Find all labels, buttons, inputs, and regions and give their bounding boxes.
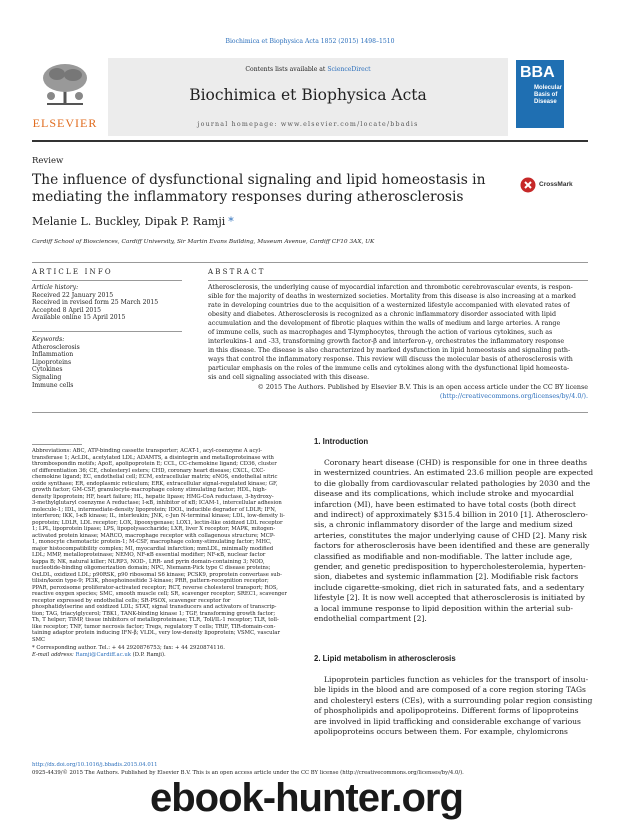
email-link[interactable]: Ramji@Cardiff.ac.uk	[75, 651, 131, 658]
divider-top	[32, 262, 588, 263]
abstract-heading: ABSTRACT	[208, 268, 266, 276]
article-info-rule	[32, 280, 182, 281]
article-info-heading: ARTICLE INFO	[32, 268, 113, 276]
footnote-rule	[32, 444, 82, 445]
elsevier-tree-icon	[39, 60, 91, 106]
section-2-body: Lipoprotein particles function as vehicles for the transport of insolu- ble lipids in the blood and are composed of a core region storing TAGs and cholesteryl esters (CEs), with a surrounding polar region consisting of phospholipids and apolipoproteins. Different forms of lipoproteins are involved in lipid trafficking and considerable exchange of various apolipoproteins occurs between them. For example, chylomicrons	[314, 675, 593, 737]
abbreviations: Abbreviations: ABC, ATP-binding cassette transporter; ACAT-1, acyl-coenzyme A acyl- transferase 1; AcLDL, acetylated LDL; ADAMTS, a disintegrin and metalloproteinase with thrombospondin motifs; ApoE, apolipoprotein E; CCL, CC-chemokine ligand; CD36, cluster of differentiation 36; CE, cholesteryl esters; CHD, coronary heart disease; CXCL, CXC- chemokine ligand; EC, endothelial cell; ECM, extracellular matrix; eNOS, endothelial nitric oxide synthase; ER, endoplasmic reticulum; ERK, extracellular signal-regulated kinase; GF, growth factor; GM-CSF, granulocyte-macrophage colony stimulating factor; HDL, high- density lipoprotein; HF, heart failure; HL, hepatic lipase; HMG-CoA reductase, 3-hydroxy- 3-methylglutaryl coenzyme A reductase; I-κB, inhibitor of κB; ICAM-1, intercellular adhesion molecule-1; IDL, intermediate-density lipoprotein; IDOL, inducible degrader of LDLR; IFN, interferon; IKK, I-κB kinase; IL, interleukin; JNK, c-Jun N-terminal kinase; LDL, low-density li- poprotein; LDLR, LDL receptor; LOX, lipooxygenase; LOX1, lectin-like oxidized LDL receptor 1; LPL, lipoprotein lipase; LPS, lipopolysaccharide; LXR, liver X receptor; MAPK, mitogen- activated protein kinase; MARCO, macrophage receptor with collagenous structure; MCP- 1, monocyte chemotactic protein-1; M-CSF, macrophage colony-stimulating factor; MHC, major histocompatibility complex; MI, myocardial infarction; mmLDL, minimally modified LDL; MMP, metalloproteinase; NEMO, NF-κB essential modifier; NF-κB, nuclear factor kappa B; NK, natural killer; NLRP3, NOD-, LRR- and pyrin domain-containing 3; NOD, nucleotide-binding oligomerization domain; NPC, Niemann-Pick type C disease proteins; OxLDL, oxidized LDL; p90RSK, p90 ribosomal S6 kinase; PCSK9, proprotein convertase sub- tilisin/kexin type-9; PI3K, phosphoinositide 3-kinase; PRR, pattern-recognition receptor; PPAR, peroxisome proliferator-activated receptor; RCT, reverse cholesterol transport; ROS, reactive oxygen species; SMC, smooth muscle cell; SR, scavenger receptor; SREC1, scavenger receptor expressed by endothelial cells; SR-PSOX, scavenger receptor for phosphatidylserine and oxidized LDL; STAT, signal transducers and activators of transcrip- tion; TAG, triacylglycerol; TBK1, TANK-binding kinase 1; TGF, transforming growth factor; Th, T helper; TIMP, tissue inhibitors of metalloproteinase; TLR, Toll/IL-1 receptor; TLR, toll- like receptor; TNF, tumor necrosis factor; Tregs, regulatory T cells; TRIF, TIR-domain-con- taining adaptor protein inducing IFN-β; VLDL, very low-density lipoprotein; VSMC, vascular SMC * Corresponding author. Tel.: + 44 2920876753; fax: + 44 2920874116. E-mail address: Ramji@Cardiff.ac.uk (D.P. Ramji).	[32, 448, 298, 658]
keyword: Inflammation	[32, 351, 74, 359]
section-2-heading: 2. Lipid metabolism in atherosclerosis	[314, 654, 456, 663]
keyword: Lipoproteins	[32, 358, 72, 366]
abstract-body: Atherosclerosis, the underlying cause of myocardial infarction and thrombotic cerebrovascular events, is respon- sible for the majority of deaths in westernized societies. Mortality from this disease is also increasing at a marked rate in developing countries due to the acquisition of a westernized lifestyle accompanied with elevated rates of obesity and diabetes. Atherosclerosis is recognized as a chronic inflammatory disorder associated with lipid accumulation and the development of fibrotic plaques within the walls of medium and large arteries. A range of immune cells, such as macrophages and T-lymphocytes, through the action of various cytokines, such as interleukins-1 and -33, transforming growth factor-β and interferon-γ, orchestrates the inflammatory response in this disease. The disease is also characterized by marked dysfunction in lipid homeostasis and signaling path- ways that control the inflammatory response. This review will discuss the molecular basis of atherosclerosis with particular emphasis on the roles of the immune cells and cytokines along with the dysfunctional lipid homeosta- sis and cell signaling associated with this disease. © 2015 The Authors. Published by Elsevier B.V. This is an open access article under the CC BY license (http://creativecommons.org/licenses/by/4.0/).	[208, 284, 588, 400]
keyword: Immune cells	[32, 381, 74, 389]
elsevier-logo	[32, 60, 98, 134]
header-rule	[32, 140, 588, 142]
keyword: Cytokines	[32, 366, 63, 374]
article-history: Article history: Received 22 January 2015 Received in revised form 25 March 2015 Accepted 8 April 2015 Available online 15 April 2015	[32, 284, 159, 322]
license-statement: © 2015 The Authors. Published by Elsevier B.V. This is an open access article under the CC BY license	[257, 383, 588, 391]
affiliation: Cardiff School of Biosciences, Cardiff University, Sir Martin Evans Building, Museum Avenue, Cardiff CF10 3AX, UK	[32, 239, 375, 245]
article-type: Review	[32, 156, 64, 166]
crossmark-label: CrossMark	[539, 181, 573, 188]
journal-title: Biochimica et Biophysica Acta	[189, 86, 427, 104]
author-email: E-mail address: Ramji@Cardiff.ac.uk (D.P. Ramji).	[32, 651, 166, 658]
history-item: Available online 15 April 2015	[32, 314, 126, 322]
contents-line: Contents lists available at ScienceDirect	[245, 66, 371, 73]
journal-banner	[108, 58, 508, 136]
cover-title: BBA	[520, 64, 555, 81]
article-title: The influence of dysfunctional signaling and lipid homeostasis in mediating the inflammatory responses during atherosclerosis	[32, 172, 486, 205]
journal-homepage[interactable]: journal homepage: www.elsevier.com/locate/bbadis	[197, 121, 419, 128]
history-item: Accepted 8 April 2015	[32, 306, 101, 314]
divider-abstract	[32, 412, 588, 413]
cover-subtitle: Molecular Basis of Disease	[534, 85, 563, 105]
journal-cover	[516, 60, 564, 128]
license-link[interactable]: (http://creativecommons.org/licenses/by/4.0/).	[439, 392, 588, 400]
abstract-rule	[208, 280, 588, 281]
keywords-rule	[32, 331, 182, 332]
watermark: ebook-hunter.org	[150, 776, 463, 820]
journal-citation[interactable]: Biochimica et Biophysica Acta 1852 (2015) 1498–1510	[225, 38, 395, 45]
crossmark-icon	[520, 177, 536, 193]
doi-link[interactable]: http://dx.doi.org/10.1016/j.bbadis.2015.04.011	[32, 762, 158, 768]
history-item: Received 22 January 2015	[32, 291, 114, 299]
section-1-heading: 1. Introduction	[314, 437, 369, 446]
issn-license: 0925-4439/© 2015 The Authors. Published by Elsevier B.V. This is an open access article under the CC BY license (http://creativecommons.org/licenses/by/4.0/).	[32, 770, 464, 776]
keyword: Signaling	[32, 373, 62, 381]
keyword: Atherosclerosis	[32, 343, 80, 351]
corresponding-author: * Corresponding author. Tel.: + 44 2920876753; fax: + 44 2920874116.	[32, 645, 225, 651]
publisher-name: ELSEVIER	[32, 116, 98, 130]
section-1-body: Coronary heart disease (CHD) is responsible for one in three deaths in westernized countries. An estimated 23.6 million people are expected to die globally from cardiovascular related pathologies by 2030 and the disease and its complications, which include stroke and myocardial infarction (MI), have been estimated to have total costs (both direct and indirect) of approximately $315.4 billion in 2010 [1]. Atherosclero- sis, a chronic inflammatory disorder of the large and medium sized arteries, constitutes the major underlying cause of CHD [2]. Many risk factors for atherosclerosis have been identified and these are generally classified as modifiable and non-modifiable. The latter include age, gender, and genetic predisposition to hypercholesterolemia, hyperten- sion, diabetes and systemic inflammation [2]. Modifiable risk factors include cigarette-smoking, diet rich in saturated fats, and a sedentary lifestyle [2]. It is now well accepted that atherosclerosis is initiated by a local immune response to lipid deposition within the arterial sub- endothelial compartment [2].	[314, 458, 594, 624]
author-list: Melanie L. Buckley, Dipak P. Ramji *	[32, 215, 234, 228]
history-item: Received in revised form 25 March 2015	[32, 299, 159, 307]
author-footnote-mark[interactable]: *	[228, 215, 234, 228]
sciencedirect-link[interactable]: ScienceDirect	[327, 66, 371, 73]
keywords-list: Keywords: Atherosclerosis Inflammation Lipoproteins Cytokines Signaling Immune cells	[32, 336, 80, 389]
